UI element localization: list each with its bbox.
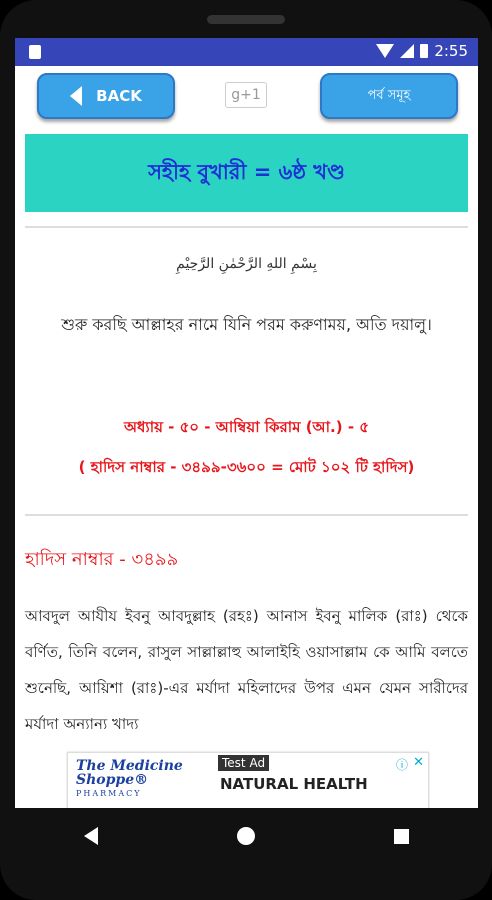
battery-icon: [420, 44, 428, 58]
book-title-banner: [25, 134, 468, 212]
chapter-heading: অধ্যায় - ৫০ - আম্বিয়া কিরাম (আ.) - ৫: [123, 418, 370, 436]
signal-icon: [400, 44, 414, 58]
status-time: 2:55: [434, 42, 468, 60]
hadith-body: আবদুল আযীয ইবনু আবদুল্লাহ (রহঃ) আনাস ইবনু মালিক (রাঃ) থেকে বর্ণিত, তিনি বলেন, রাসুল সাল্লাল্লাহু আলাইহি ওয়াসাল্লাম কে আমি বলতে শুনেছি, আয়িশা (রাঃ)-এর মর্যাদা মহিলাদের উপর এমন যেমন সারীদের মর্যাদা অন্যান্য খাদ্য: [25, 607, 468, 733]
ad-headline: NATURAL HEALTH: [220, 775, 368, 793]
bismillah-text: بِسْمِ اللهِ الرَّحْمٰنِ الرَّحِيْمِ: [176, 256, 317, 272]
ad-test-label: Test Ad: [218, 755, 269, 771]
toolbar: [15, 66, 478, 126]
status-right: [376, 42, 468, 60]
app-screen: [15, 38, 478, 808]
divider: [25, 226, 468, 228]
intro-text: শুরু করছি আল্লাহর নামে যিনি পরম করুণাময়, অতি দয়ালু।: [61, 315, 432, 334]
ad-brand-line2: Shoppe®: [76, 772, 149, 788]
speaker-grille: [207, 15, 285, 24]
nav-home-icon[interactable]: [237, 827, 255, 845]
gplus-button[interactable]: g+1: [225, 82, 267, 108]
back-label: BACK: [96, 87, 142, 105]
nav-back-icon[interactable]: [84, 827, 98, 845]
nav-recent-icon[interactable]: [394, 829, 409, 844]
hadith-range: ( হাদিস নাম্বার - ৩৪৯৯-৩৬০০ = মোট ১০২ টি হাদিস): [78, 458, 415, 476]
wifi-icon: [376, 44, 394, 58]
ad-brand-line1: The Medicine: [76, 758, 183, 774]
ad-brand-logo: [76, 759, 208, 803]
divider: [25, 514, 468, 516]
book-title: সহীহ বুখারী = ৬ষ্ঠ খণ্ড: [148, 159, 345, 184]
status-bar: [15, 38, 478, 66]
sd-card-icon: [29, 45, 41, 59]
back-button[interactable]: [37, 73, 175, 119]
close-icon[interactable]: ✕: [413, 755, 424, 770]
ad-banner[interactable]: [67, 752, 429, 808]
hadith-number-heading: হাদিস নাম্বার - ৩৪৯৯: [25, 549, 179, 570]
ad-brand-line3: PHARMACY: [76, 789, 142, 798]
chapters-button[interactable]: [320, 73, 458, 119]
back-arrow-icon: [70, 86, 82, 106]
android-nav-bar: [15, 808, 478, 864]
info-icon[interactable]: ⓘ: [395, 758, 408, 772]
chapters-label: পর্ব সমূহ: [367, 87, 411, 103]
